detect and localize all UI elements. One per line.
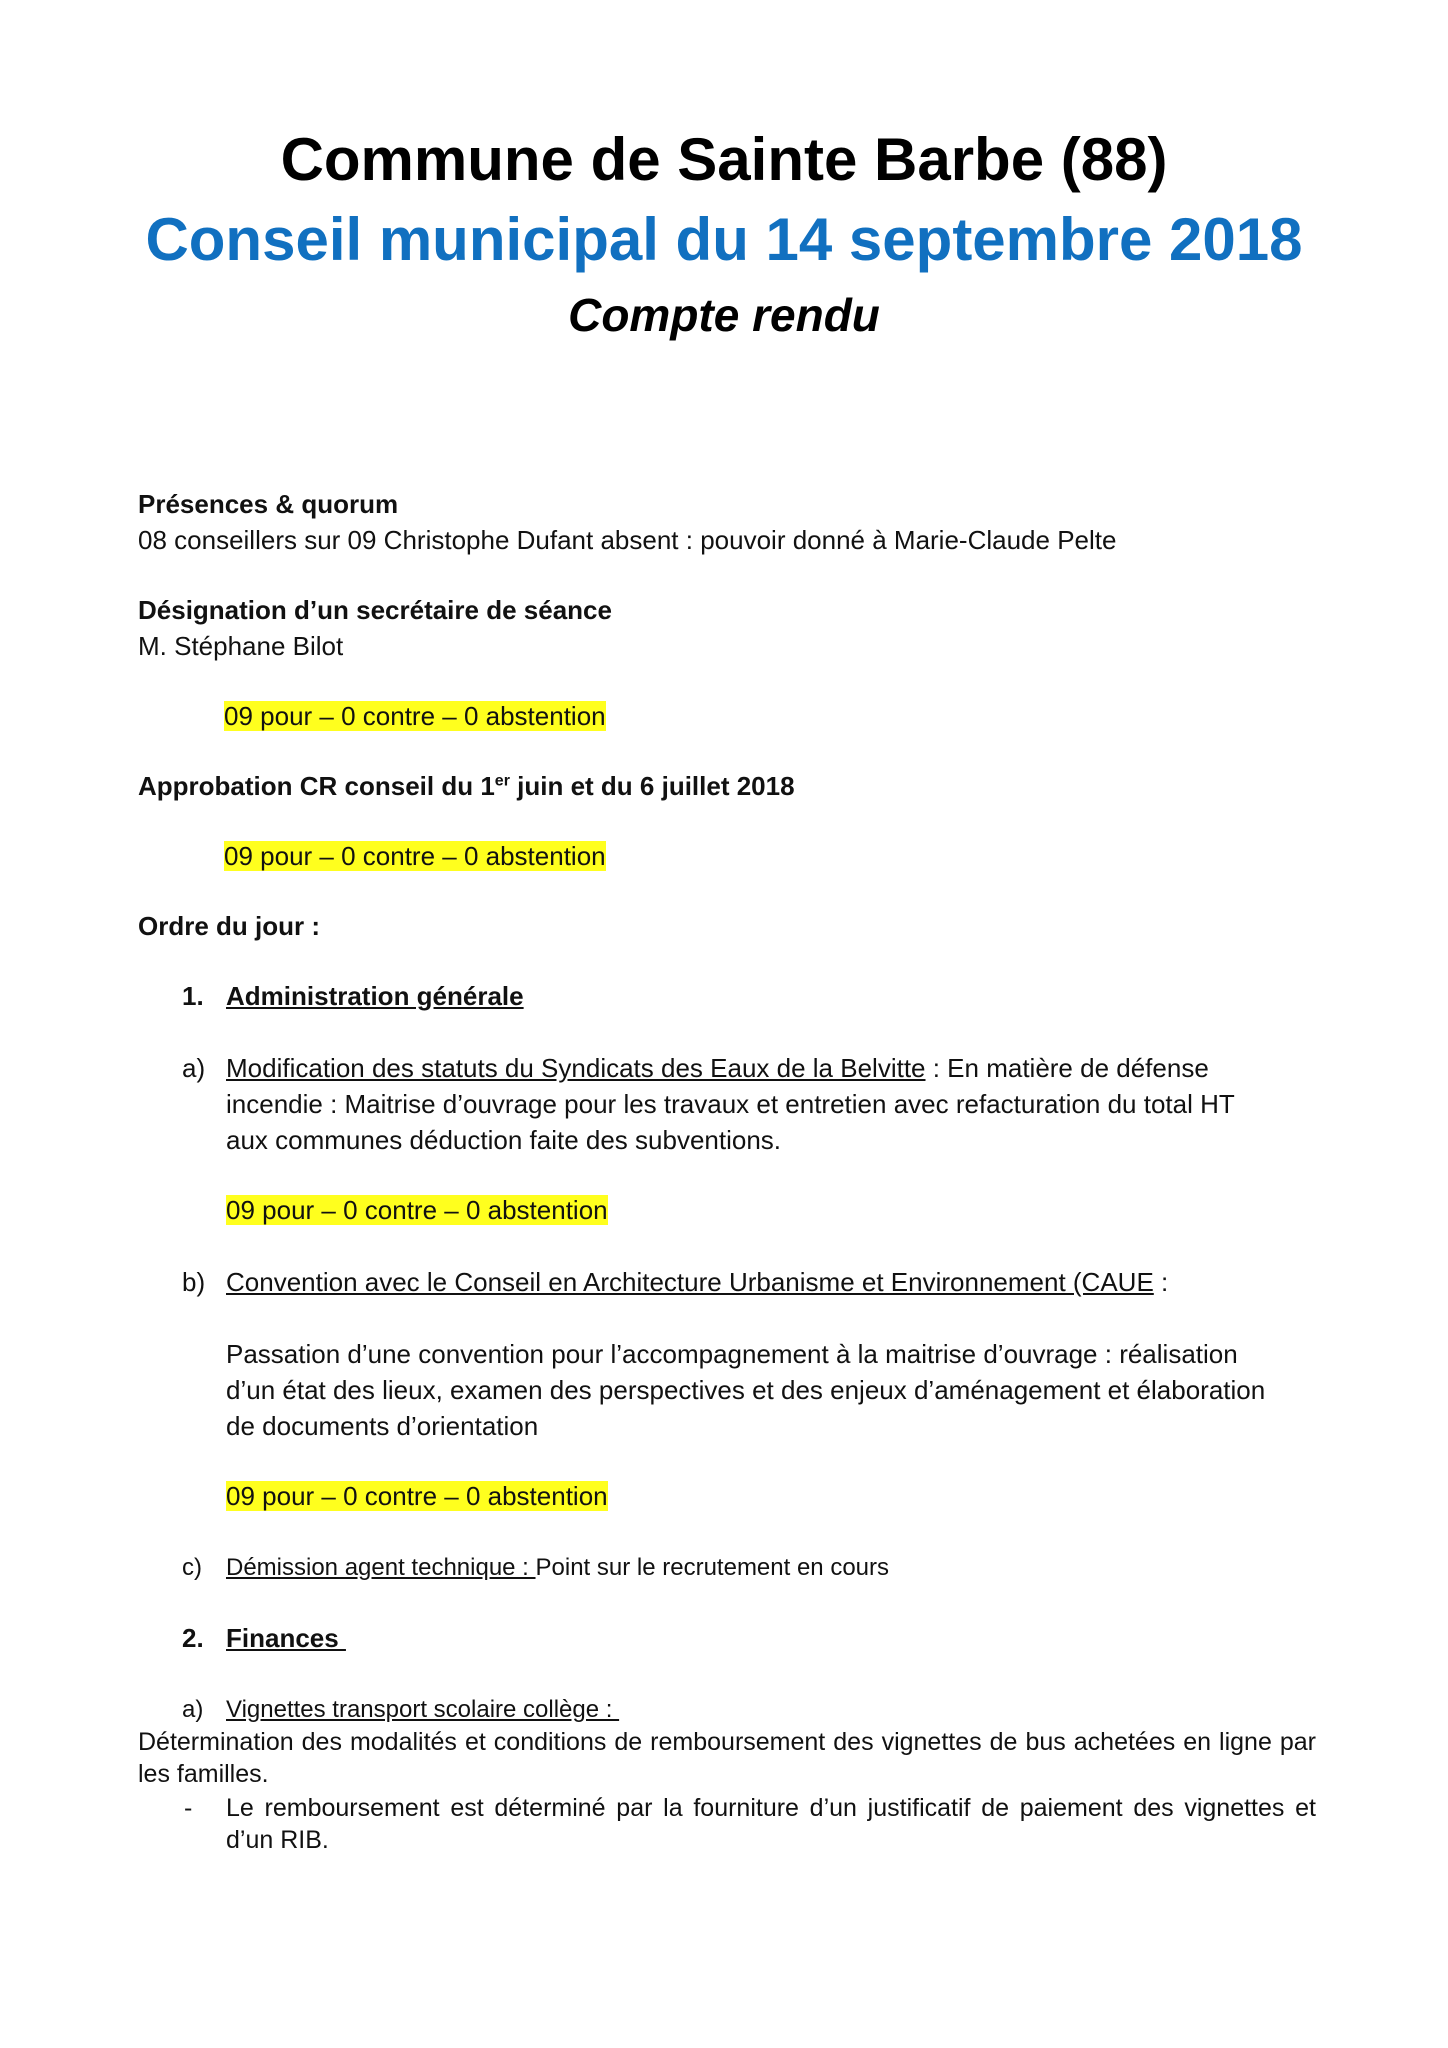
item-2a-para-line1: Détermination des modalités et conditions de remboursement des vignettes de bus achetées en ligne par — [138, 1728, 1316, 1756]
section-1-number: 1. — [182, 981, 204, 1011]
bullet-dash: - — [184, 1794, 193, 1822]
approbation-heading-text: Approbation CR conseil du 1 — [138, 771, 495, 801]
vote-result — [226, 1478, 608, 1514]
section-2-number: 2. — [182, 1623, 204, 1653]
item-2a-para-line2: les familles. — [138, 1760, 269, 1788]
item-1a-line3: aux communes déduction faite des subventions. — [226, 1125, 782, 1155]
title-block — [0, 120, 1448, 350]
item-1a-line2: incendie : Maitrise d’ouvrage pour les travaux et entretien avec refacturation du total HT — [226, 1089, 1235, 1119]
approbation-heading-text-end: juin et du 6 juillet 2018 — [509, 771, 795, 801]
item-1a-line1 — [226, 1050, 1209, 1086]
conseil-title: Conseil municipal du 14 septembre 2018 — [145, 206, 1303, 273]
item-2a-letter: a) — [182, 1696, 204, 1723]
item-1b-line3: de documents d’orientation — [226, 1411, 539, 1441]
vote-result — [224, 838, 606, 874]
section-1-title: Administration générale — [226, 981, 524, 1011]
item-1b-title-rest: : — [1153, 1267, 1169, 1297]
item-1c-line — [226, 1550, 889, 1586]
item-1c-rest: Point sur le recrutement en cours — [535, 1554, 890, 1581]
compte-rendu-title: Compte rendu — [568, 289, 880, 341]
item-2a-bullet-line2: d’un RIB. — [226, 1826, 329, 1854]
approbation-heading-sup: er — [494, 772, 510, 790]
item-1a-line1-rest: : En matière de défense — [925, 1053, 1209, 1083]
ordre-heading: Ordre du jour : — [138, 911, 320, 941]
section-2-title: Finances — [226, 1623, 346, 1653]
vote-highlight: 09 pour – 0 contre – 0 abstention — [224, 701, 606, 731]
item-1c-title: Démission agent technique : — [226, 1554, 536, 1581]
presences-text: 08 conseillers sur 09 Christophe Dufant absent : pouvoir donné à Marie-Claude Pelte — [138, 525, 1117, 555]
vote-highlight: 09 pour – 0 contre – 0 abstention — [226, 1481, 608, 1511]
item-2a-bullet-line1: Le remboursement est déterminé par la fourniture d’un justificatif de paiement des vignettes et — [226, 1794, 1316, 1822]
item-1a-letter: a) — [182, 1053, 206, 1083]
vote-highlight: 09 pour – 0 contre – 0 abstention — [224, 841, 606, 871]
commune-title: Commune de Sainte Barbe (88) — [280, 126, 1168, 193]
secretaire-heading: Désignation d’un secrétaire de séance — [138, 595, 612, 625]
secretaire-text: M. Stéphane Bilot — [138, 631, 344, 661]
item-1b-title-line — [226, 1264, 1168, 1300]
item-1a-title: Modification des statuts du Syndicats des Eaux de la Belvitte — [226, 1053, 926, 1083]
item-2a-title: Vignettes transport scolaire collège : — [226, 1696, 620, 1723]
item-1b-letter: b) — [182, 1267, 206, 1297]
vote-result — [226, 1192, 608, 1228]
approbation-heading — [138, 768, 795, 804]
presences-heading: Présences & quorum — [138, 489, 399, 519]
vote-highlight: 09 pour – 0 contre – 0 abstention — [226, 1195, 608, 1225]
item-1c-letter: c) — [182, 1554, 202, 1581]
vote-result — [224, 698, 606, 734]
item-1b-line1: Passation d’une convention pour l’accompagnement à la maitrise d’ouvrage : réalisation — [226, 1339, 1238, 1369]
item-1b-title: Convention avec le Conseil en Architecture Urbanisme et Environnement (CAUE — [226, 1267, 1154, 1297]
item-1b-line2: d’un état des lieux, examen des perspectives et des enjeux d’aménagement et élaboration — [226, 1375, 1266, 1405]
